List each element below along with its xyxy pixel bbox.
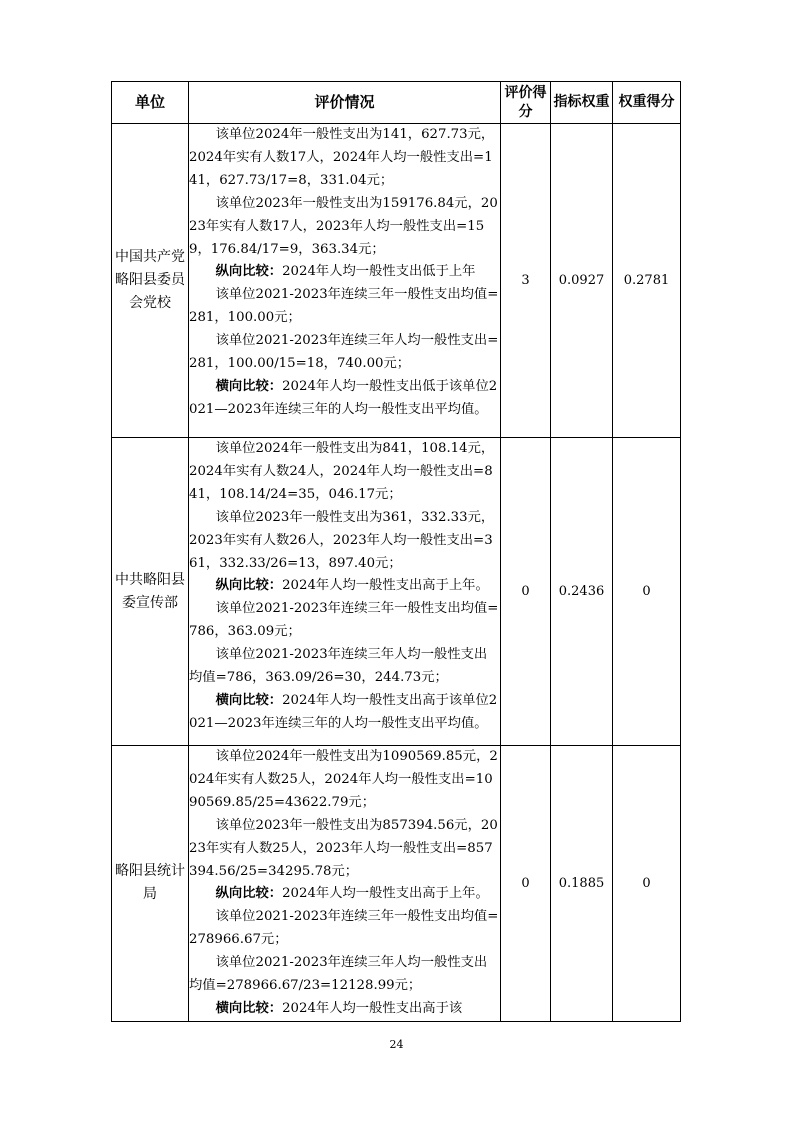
weighted-score-cell: 0 <box>613 746 681 1022</box>
evaluation-cell <box>189 746 501 1022</box>
evaluation-cell <box>189 124 501 438</box>
header-unit: 单位 <box>112 82 189 124</box>
evaluation-cell <box>189 438 501 746</box>
vertical-comparison-label: 纵向比较： <box>215 578 283 594</box>
paragraph-average-per-capita: 该单位2021-2023年连续三年人均一般性支出=281，100.00/15=18，740.00元； <box>189 333 499 372</box>
weight-cell: 0.2436 <box>551 438 613 746</box>
horizontal-comparison-label: 横向比较： <box>215 692 283 708</box>
weighted-score-cell: 0.2781 <box>613 124 681 438</box>
paragraph-average-per-capita: 该单位2021-2023年连续三年人均一般性支出均值=278966.67/23=12128.99元； <box>189 955 488 994</box>
horizontal-comparison-label: 横向比较： <box>215 1000 283 1016</box>
unit-cell: 略阳县统计局 <box>112 746 189 1022</box>
score-cell: 0 <box>501 746 551 1022</box>
horizontal-comparison-text: 2024年人均一般性支出低于该单位2021—2023年连续三年的人均一般性支出平均值。 <box>189 378 498 417</box>
paragraph-horizontal-comparison <box>189 376 500 422</box>
paragraph-2023: 该单位2023年一般性支出为857394.56元，2023年实有人数25人，2023年人均一般性支出=857394.56/25=34295.78元； <box>189 817 498 879</box>
paragraph-2024: 该单位2024年一般性支出为141，627.73元，2024年实有人数17人，2024年人均一般性支出=141，627.73/17=8，331.04元； <box>189 127 495 188</box>
paragraph-2023: 该单位2023年一般性支出为159176.84元，2023年实有人数17人，2023年人均一般性支出=159，176.84/17=9，363.34元； <box>189 195 498 257</box>
table-row <box>112 438 681 746</box>
unit-cell: 中共略阳县委宣传部 <box>112 438 189 746</box>
score-cell: 0 <box>501 438 551 746</box>
header-row <box>112 82 681 124</box>
paragraph-vertical-comparison <box>189 883 500 906</box>
weighted-score-cell: 0 <box>613 438 681 746</box>
paragraph-2023: 该单位2023年一般性支出为361，332.33元，2023年实有人数26人，2023年人均一般性支出=361，332.33/26=13，897.40元； <box>189 509 495 571</box>
paragraph-vertical-comparison <box>189 261 500 284</box>
vertical-comparison-label: 纵向比较： <box>215 264 283 280</box>
paragraph-vertical-comparison <box>189 575 500 598</box>
paragraph-horizontal-comparison <box>189 690 500 736</box>
paragraph-2024: 该单位2024年一般性支出为841，108.14元，2024年实有人数24人，2024年人均一般性支出=841，108.14/24=35，046.17元； <box>189 441 495 502</box>
evaluation-table <box>111 81 681 1022</box>
header-score: 评价得分 <box>501 82 551 124</box>
paragraph-average-expense: 该单位2021-2023年连续三年一般性支出均值=281，100.00元； <box>189 287 499 326</box>
table-row <box>112 124 681 438</box>
table-row <box>112 746 681 1022</box>
paragraph-2024: 该单位2024年一般性支出为1090569.85元，2024年实有人数25人，2024年人均一般性支出=1090569.85/25=43622.79元； <box>189 749 498 810</box>
header-weight: 指标权重 <box>551 82 613 124</box>
paragraph-horizontal-comparison <box>189 998 500 1021</box>
paragraph-average-expense: 该单位2021-2023年连续三年一般性支出均值=786，363.09元； <box>189 601 499 640</box>
header-evaluation: 评价情况 <box>189 82 501 124</box>
horizontal-comparison-text: 2024年人均一般性支出高于该单位2021—2023年连续三年的人均一般性支出平均值。 <box>189 692 498 731</box>
header-weighted-score: 权重得分 <box>613 82 681 124</box>
weight-cell: 0.0927 <box>551 124 613 438</box>
vertical-comparison-label: 纵向比较： <box>215 886 283 902</box>
vertical-comparison-text: 2024年人均一般性支出低于上年 <box>282 264 476 280</box>
paragraph-average-per-capita: 该单位2021-2023年连续三年人均一般性支出均值=786，363.09/26=30，244.73元； <box>189 647 488 686</box>
horizontal-comparison-label: 横向比较： <box>215 378 283 394</box>
vertical-comparison-text: 2024年人均一般性支出高于上年。 <box>282 886 489 902</box>
weight-cell: 0.1885 <box>551 746 613 1022</box>
unit-cell: 中国共产党略阳县委员会党校 <box>112 124 189 438</box>
score-cell: 3 <box>501 124 551 438</box>
vertical-comparison-text: 2024年人均一般性支出高于上年。 <box>282 578 489 594</box>
paragraph-average-expense: 该单位2021-2023年连续三年一般性支出均值=278966.67元； <box>189 909 499 948</box>
horizontal-comparison-text: 2024年人均一般性支出高于该 <box>282 1000 463 1016</box>
page-number: 24 <box>389 1038 404 1051</box>
